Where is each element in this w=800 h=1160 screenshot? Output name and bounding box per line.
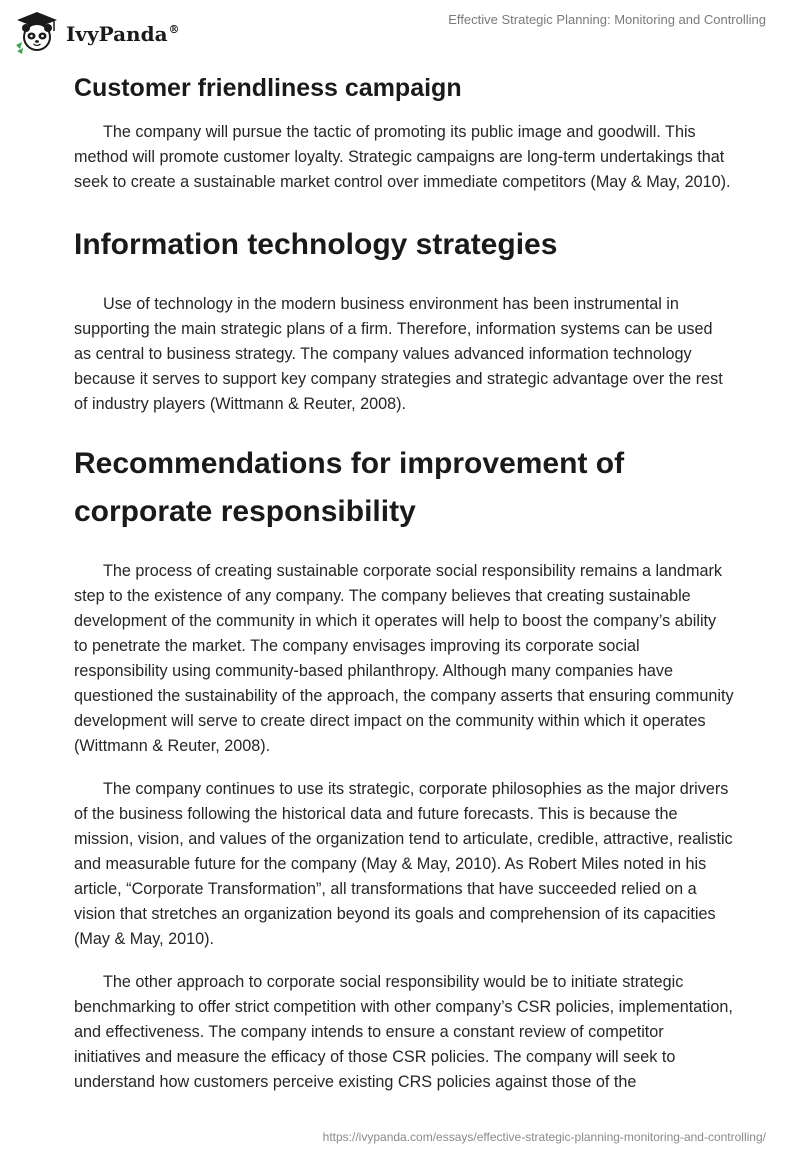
section-heading: Customer friendliness campaign bbox=[74, 74, 462, 102]
document-title: Effective Strategic Planning: Monitoring and Controlling bbox=[448, 12, 766, 27]
brand-name: IvyPanda® bbox=[66, 22, 180, 46]
paragraph: Use of technology in the modern business environment has been instrumental in supporting the main strategic plans of a firm. Therefore, information systems can be used as central to business strategy. The company values advanced information technology because it serves to support key company strategies and strategic advantage over the rest of industry players (Wittmann & Reuter, 2008). bbox=[74, 295, 723, 413]
paragraph: The company continues to use its strategic, corporate philosophies as the major drivers of the business following the historical data and future forecasts. This is because the mission, vision, and values of the organization tend to articulate, credible, attractive, realistic and measurable future for the company (May & May, 2010). As Robert Miles noted in his article, “Corporate Transformation”, all transformations that have succeeded relied on a vision that stretches an organization beyond its goals and comprehension of its capacities (May & May, 2010). bbox=[74, 780, 733, 948]
paragraph: The other approach to corporate social responsibility would be to initiate strategic benchmarking to offer strict competition with other company’s CSR policies, implementation, and effectiveness. The company intends to ensure a constant review of competitor initiatives and measure the efficacy of those CSR policies. The company will seek to understand how customers perceive existing CRS policies against those of the bbox=[74, 973, 733, 1091]
panda-graduate-icon bbox=[14, 9, 60, 55]
essay-content bbox=[74, 70, 734, 1095]
paragraph: The process of creating sustainable corporate social responsibility remains a landmark step to the existence of any company. The company believes that creating sustainable development of the community in which it operates will help to boost the company’s ability to penetrate the market. The company envisages improving its corporate social responsibility using community-based philanthropy. Although many companies have questioned the sustainability of the approach, the company asserts that ensuring community development will serve to create direct impact on the community within which it operates (Wittmann & Reuter, 2008). bbox=[74, 562, 734, 755]
section-heading: Information technology strategies bbox=[74, 228, 558, 261]
source-url[interactable]: https://ivypanda.com/essays/effective-strategic-planning-monitoring-and-controlling/ bbox=[322, 1130, 766, 1144]
paragraph: The company will pursue the tactic of promoting its public image and goodwill. This method will promote customer loyalty. Strategic campaigns are long-term undertakings that seek to create a sustainable market control over immediate competitors (May & May, 2010). bbox=[74, 123, 731, 191]
page-header bbox=[0, 0, 800, 60]
brand-logo[interactable] bbox=[14, 8, 180, 56]
section-heading: Recommendations for improvement of corporate responsibility bbox=[74, 447, 625, 528]
